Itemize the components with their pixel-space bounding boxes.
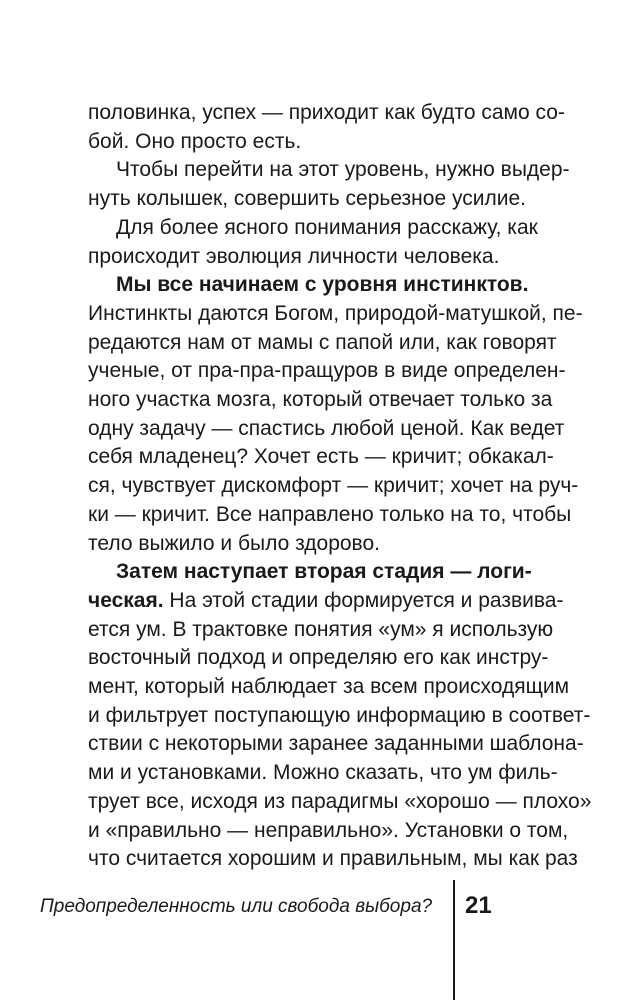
- body-line-4: нуть колышек, совершить серьезное усилие.: [88, 187, 526, 211]
- body-line-7: [88, 270, 529, 300]
- body-line-27: что считается хорошим и правильным, мы как раз: [88, 847, 578, 871]
- body-line-11: ного участка мозга, который отвечает только за: [88, 388, 553, 411]
- body-line-3: Чтобы перейти на этот уровень, нужно выдер-: [116, 158, 570, 182]
- body-line-10: ученые, от пра-пра-пращуров в виде определен-: [88, 359, 566, 383]
- bold-lead: ческая.: [88, 588, 164, 612]
- line-rest: На этой стадии формируется и развива-: [163, 588, 564, 612]
- page-number: 21: [465, 892, 492, 919]
- bold-lead: Затем наступает вторая стадия — логи-: [116, 560, 532, 584]
- body-line-9: редаются нам от мамы с папой или, как говорят: [88, 330, 557, 354]
- body-line-2: бой. Оно просто есть.: [88, 129, 302, 153]
- running-footer-title: Предопределенность или свобода выбора?: [40, 896, 433, 917]
- body-line-12: одну задачу — спастись любой ценой. Как ведет: [88, 416, 565, 440]
- body-line-25: трует все, исходя из парадигмы «хорошо — плохо»: [88, 789, 592, 813]
- bold-lead: Мы все начинаем с уровня инстинктов.: [116, 273, 529, 297]
- body-line-26: и «правильно — неправильно». Установки о том,: [88, 818, 569, 842]
- body-line-14: ся, чувствует дискомфорт — кричит; хочет на руч-: [88, 474, 579, 498]
- footer-divider: [453, 880, 455, 1000]
- body-line-20: восточный подход и определяю его как инстру-: [88, 646, 549, 670]
- body-line-23: ствии с некоторыми заранее заданными шаблона-: [88, 732, 584, 756]
- body-line-21: мент, который наблюдает за всем происходящим: [88, 675, 570, 698]
- body-line-24: ми и установками. Можно сказать, что ум филь-: [88, 761, 558, 785]
- body-line-16: тело выжило и было здорово.: [88, 531, 380, 555]
- body-line-17: [88, 557, 532, 587]
- body-line-22: и фильтрует поступающую информацию в соответ-: [88, 703, 591, 727]
- body-line-15: ки — кричит. Все направлено только на то, чтобы: [88, 502, 572, 526]
- body-line-6: происходит эволюция личности человека.: [88, 244, 500, 268]
- body-line-13: себя младенец? Хочет есть — кричит; обкакал-: [88, 445, 554, 469]
- body-line-19: ется ум. В трактовке понятия «ум» я использую: [88, 617, 554, 641]
- body-line-8: Инстинкты даются Богом, природой-матушкой, пе-: [88, 301, 583, 325]
- body-line-5: Для более ясного понимания расскажу, как: [116, 215, 538, 239]
- body-line-1: половинка, успех — приходит как будто само со-: [88, 101, 565, 124]
- body-line-18: [88, 586, 564, 616]
